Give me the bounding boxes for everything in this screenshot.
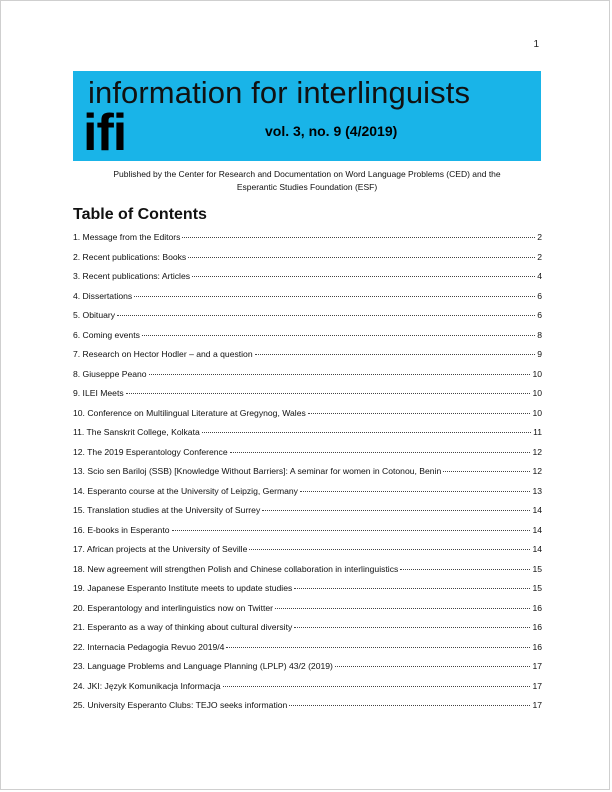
toc-dot-leader	[294, 588, 530, 589]
toc-entry-title[interactable]: 25. University Esperanto Clubs: TEJO seeks information	[73, 700, 288, 710]
toc-entry[interactable]	[73, 661, 542, 681]
publisher-statement	[73, 168, 541, 194]
toc-entry[interactable]	[73, 349, 542, 369]
toc-entry-page: 16	[532, 622, 542, 632]
toc-dot-leader	[182, 237, 535, 238]
toc-entry-page: 8	[537, 329, 542, 340]
toc-entry[interactable]	[73, 369, 542, 389]
toc-dot-leader	[262, 510, 530, 511]
toc-entry-title[interactable]: 12. The 2019 Esperantology Conference	[73, 446, 228, 457]
toc-dot-leader	[308, 413, 531, 414]
toc-entry[interactable]	[73, 681, 542, 701]
toc-dot-leader	[249, 549, 530, 550]
toc-dot-leader	[134, 296, 535, 297]
toc-entry-page: 11	[533, 427, 542, 437]
toc-dot-leader	[192, 276, 535, 277]
toc-entry-title[interactable]: 23. Language Problems and Language Planning (LPLP) 43/2 (2019)	[73, 661, 333, 671]
table-of-contents	[73, 232, 542, 720]
toc-entry-page: 10	[532, 407, 542, 418]
toc-entry-page: 4	[537, 271, 542, 281]
toc-entry-page: 2	[537, 251, 542, 262]
toc-entry-title[interactable]: 22. Internacia Pedagogia Revuo 2019/4	[73, 641, 225, 652]
toc-entry-page: 13	[532, 485, 542, 496]
toc-entry-title[interactable]: 9. ILEI Meets	[73, 388, 124, 398]
toc-entry[interactable]	[73, 505, 542, 525]
ifi-logo: ifi	[83, 104, 127, 162]
toc-entry-page: 14	[532, 524, 542, 535]
volume-issue: vol. 3, no. 9 (4/2019)	[265, 123, 398, 139]
toc-entry-page: 14	[532, 505, 542, 515]
toc-entry[interactable]	[73, 388, 542, 408]
toc-entry-page: 17	[532, 661, 542, 671]
toc-dot-leader	[142, 335, 535, 336]
toc-entry-page: 6	[537, 290, 542, 301]
toc-entry-title[interactable]: 11. The Sanskrit College, Kolkata	[73, 427, 200, 437]
toc-entry-title[interactable]: 17. African projects at the University of Seville	[73, 544, 248, 554]
toc-entry-title[interactable]: 8. Giuseppe Peano	[73, 368, 147, 379]
toc-entry-title[interactable]: 20. Esperantology and interlinguistics now on Twitter	[73, 602, 273, 613]
toc-entry[interactable]	[73, 622, 542, 642]
toc-entry-title[interactable]: 7. Research on Hector Hodler – and a question	[73, 349, 253, 359]
toc-dot-leader	[172, 530, 531, 531]
toc-dot-leader	[443, 471, 530, 472]
toc-entry-page: 10	[532, 368, 542, 379]
masthead-banner	[73, 71, 541, 161]
toc-entry[interactable]	[73, 466, 542, 486]
toc-dot-leader	[400, 569, 530, 570]
toc-entry-page: 17	[532, 700, 542, 710]
toc-entry-page: 9	[537, 349, 542, 359]
toc-dot-leader	[226, 647, 530, 648]
toc-dot-leader	[275, 608, 530, 609]
toc-entry-page: 16	[532, 602, 542, 613]
toc-entry[interactable]	[73, 271, 542, 291]
toc-dot-leader	[149, 374, 531, 375]
toc-entry[interactable]	[73, 310, 542, 330]
toc-entry-page: 12	[532, 446, 542, 457]
toc-entry-title[interactable]: 6. Coming events	[73, 329, 140, 340]
toc-entry[interactable]	[73, 486, 542, 506]
toc-entry[interactable]	[73, 700, 542, 720]
toc-entry[interactable]	[73, 525, 542, 545]
toc-entry-title[interactable]: 18. New agreement will strengthen Polish and Chinese collaboration in interlinguistics	[73, 563, 399, 574]
toc-entry-title[interactable]: 24. JKI: Język Komunikacja Informacja	[73, 680, 221, 691]
publisher-line: Esperantic Studies Foundation (ESF)	[236, 182, 378, 192]
toc-entry-page: 16	[532, 641, 542, 652]
toc-entry-title[interactable]: 3. Recent publications: Articles	[73, 271, 191, 281]
toc-dot-leader	[202, 432, 531, 433]
toc-heading: Table of Contents	[73, 206, 207, 223]
toc-dot-leader	[126, 393, 531, 394]
toc-entry[interactable]	[73, 544, 542, 564]
toc-entry[interactable]	[73, 564, 542, 584]
toc-entry-page: 10	[532, 388, 542, 398]
toc-entry[interactable]	[73, 408, 542, 428]
toc-dot-leader	[230, 452, 531, 453]
toc-entry-title[interactable]: 1. Message from the Editors	[73, 232, 181, 242]
toc-entry[interactable]	[73, 291, 542, 311]
toc-dot-leader	[117, 315, 535, 316]
toc-entry-title[interactable]: 4. Dissertations	[73, 290, 133, 301]
toc-entry-page: 2	[537, 232, 542, 242]
toc-entry[interactable]	[73, 427, 542, 447]
page-number: 1	[533, 39, 539, 50]
toc-entry-title[interactable]: 15. Translation studies at the University of Surrey	[73, 505, 261, 515]
toc-entry-title[interactable]: 16. E-books in Esperanto	[73, 524, 170, 535]
toc-entry[interactable]	[73, 330, 542, 350]
toc-dot-leader	[300, 491, 530, 492]
masthead-title: information for interlinguists	[88, 75, 471, 110]
toc-dot-leader	[294, 627, 530, 628]
toc-entry-title[interactable]: 19. Japanese Esperanto Institute meets to update studies	[73, 583, 293, 593]
toc-entry[interactable]	[73, 603, 542, 623]
toc-entry-title[interactable]: 10. Conference on Multilingual Literature at Gregynog, Wales	[73, 407, 306, 418]
toc-entry-page: 15	[532, 563, 542, 574]
publisher-line: Published by the Center for Research and Documentation on Word Language Problems (CED) and the	[113, 169, 501, 179]
toc-entry-page: 17	[532, 680, 542, 691]
toc-entry-title[interactable]: 21. Esperanto as a way of thinking about cultural diversity	[73, 622, 293, 632]
toc-entry-page: 6	[537, 310, 542, 320]
toc-entry[interactable]	[73, 642, 542, 662]
toc-entry[interactable]	[73, 252, 542, 272]
toc-dot-leader	[335, 666, 531, 667]
toc-entry-page: 15	[532, 583, 542, 593]
toc-entry-title[interactable]: 14. Esperanto course at the University of Leipzig, Germany	[73, 485, 298, 496]
toc-entry-page: 12	[532, 466, 542, 476]
toc-entry-title[interactable]: 2. Recent publications: Books	[73, 251, 187, 262]
toc-dot-leader	[188, 257, 535, 258]
toc-entry-page: 14	[532, 544, 542, 554]
toc-entry[interactable]	[73, 447, 542, 467]
toc-dot-leader	[289, 705, 530, 706]
toc-dot-leader	[255, 354, 536, 355]
toc-entry-title[interactable]: 13. Scio sen Bariloj (SSB) [Knowledge Without Barriers]: A seminar for women in Cotonou, Benin	[73, 466, 442, 476]
toc-dot-leader	[223, 686, 531, 687]
toc-entry[interactable]	[73, 583, 542, 603]
toc-entry[interactable]	[73, 232, 542, 252]
toc-entry-title[interactable]: 5. Obituary	[73, 310, 116, 320]
